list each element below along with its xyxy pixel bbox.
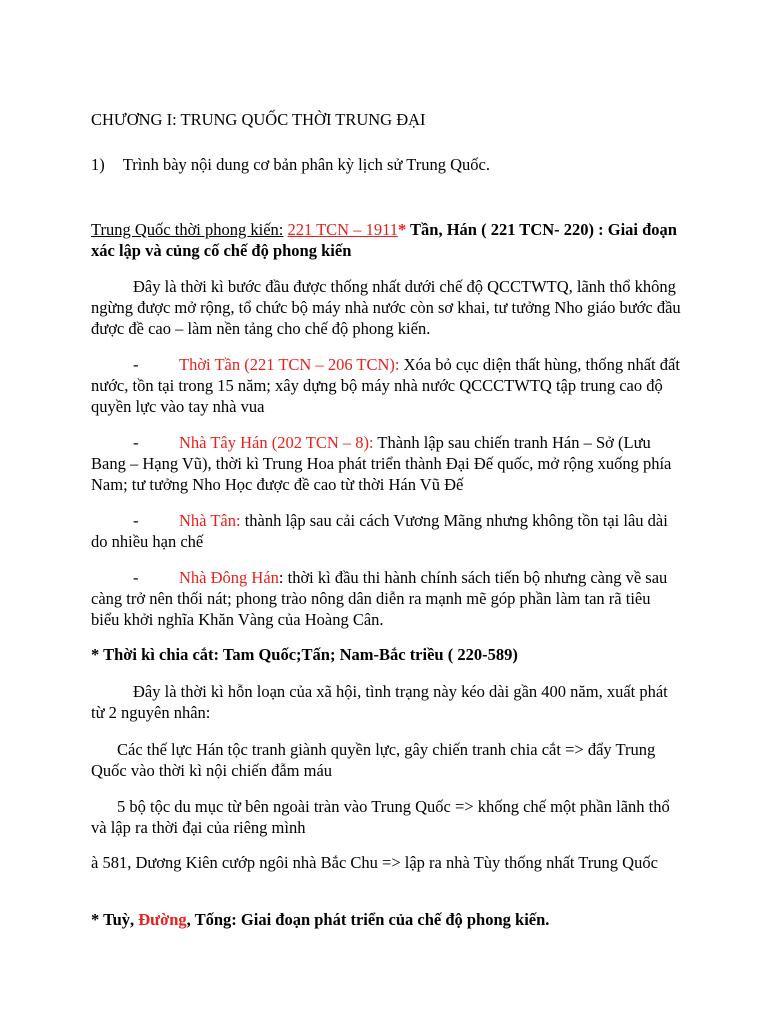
development-period-title: * Tuỳ, Đường, Tống: Giai đoạn phát triển của chế độ phong kiến. bbox=[91, 910, 550, 929]
bullet-text: thành lập sau cải cách Vương Mãng nhưng không tồn tại lâu dài do nhiều hạn chế bbox=[91, 511, 668, 551]
feudal-period-heading bbox=[91, 219, 691, 261]
division-result: à 581, Dương Kiên cướp ngôi nhà Bắc Chu => lập ra nhà Tùy thống nhất Trung Quốc bbox=[91, 853, 658, 872]
feudal-star: * bbox=[397, 220, 407, 239]
division-period-title: * Thời kì chia cắt: Tam Quốc;Tấn; Nam-Bắc triều ( 220-589) bbox=[91, 645, 518, 664]
bullet-title: Nhà Tân: bbox=[179, 511, 241, 530]
bullet-dash: - bbox=[133, 355, 139, 374]
question-text: Trình bày nội dung cơ bản phân kỳ lịch sử Trung Quốc. bbox=[122, 155, 490, 174]
bullet-dash: - bbox=[133, 568, 139, 587]
feudal-range: 221 TCN – 1911 bbox=[287, 220, 398, 239]
chapter-heading: CHƯƠNG I: TRUNG QUỐC THỜI TRUNG ĐẠI bbox=[91, 110, 426, 129]
bullet-text: : thời kì đầu thi hành chính sách tiến bộ nhưng càng về sau càng trở nên thối nát; phong trào nông dân diễn ra mạnh mẽ góp phần làm tan rã tiêu biểu khởi nghĩa Khăn Vàng của Hoàng Cân. bbox=[91, 568, 668, 629]
bullet-title: Thời Tần (221 TCN – 206 TCN): bbox=[179, 355, 400, 374]
feudal-label: Trung Quốc thời phong kiến: bbox=[91, 220, 284, 239]
bullet-xin bbox=[91, 510, 681, 552]
tang-highlight: Đường bbox=[138, 910, 187, 929]
bullet-eastern-han bbox=[91, 567, 681, 630]
period-title: Tần, Hán ( 221 TCN- 220) : Giai đoạn xác lập và củng cố chế độ phong kiến bbox=[91, 220, 677, 260]
bullet-western-han bbox=[91, 432, 681, 495]
bullet-qin bbox=[91, 354, 681, 417]
intro-paragraph: Đây là thời kì bước đầu được thống nhất dưới chế độ QCCTWTQ, lãnh thổ không ngừng được mở rộng, tổ chức bộ máy nhà nước còn sơ khai, tư tưởng Nho giáo bước đầu được đề cao – làm nền tảng cho chế độ phong kiến. bbox=[91, 277, 681, 338]
bullet-text: Xóa bỏ cục diện thất hùng, thống nhất đất nước, tồn tại trong 15 năm; xây dựng bộ máy nhà nước QCCCTWTQ tập trung cao độ quyền lực vào tay nhà vua bbox=[91, 355, 680, 416]
division-cause-2: 5 bộ tộc du mục từ bên ngoài tràn vào Trung Quốc => khống chế một phần lãnh thổ và lập ra thời đại của riêng mình bbox=[91, 797, 670, 837]
bullet-title: Nhà Tây Hán (202 TCN – 8): bbox=[179, 433, 374, 452]
division-intro: Đây là thời kì hỗn loạn của xã hội, tình trạng này kéo dài gần 400 năm, xuất phát từ 2 nguyên nhân: bbox=[91, 682, 668, 722]
bullet-dash: - bbox=[133, 433, 139, 452]
bullet-text: Thành lập sau chiến tranh Hán – Sở (Lưu Bang – Hạng Vũ), thời kì Trung Hoa phát triển thành Đại Đế quốc, mở rộng xuống phía Nam; tư tưởng Nho Học được đề cao từ thời Hán Vũ Đế bbox=[91, 433, 672, 494]
bullet-title: Nhà Đông Hán bbox=[179, 568, 279, 587]
question-1 bbox=[91, 154, 681, 175]
question-number: 1) bbox=[91, 155, 105, 174]
bullet-dash: - bbox=[133, 511, 139, 530]
division-cause-1: Các thế lực Hán tộc tranh giành quyền lực, gây chiến tranh chia cắt => đẩy Trung Quốc vào thời kì nội chiến đẫm máu bbox=[91, 740, 656, 780]
